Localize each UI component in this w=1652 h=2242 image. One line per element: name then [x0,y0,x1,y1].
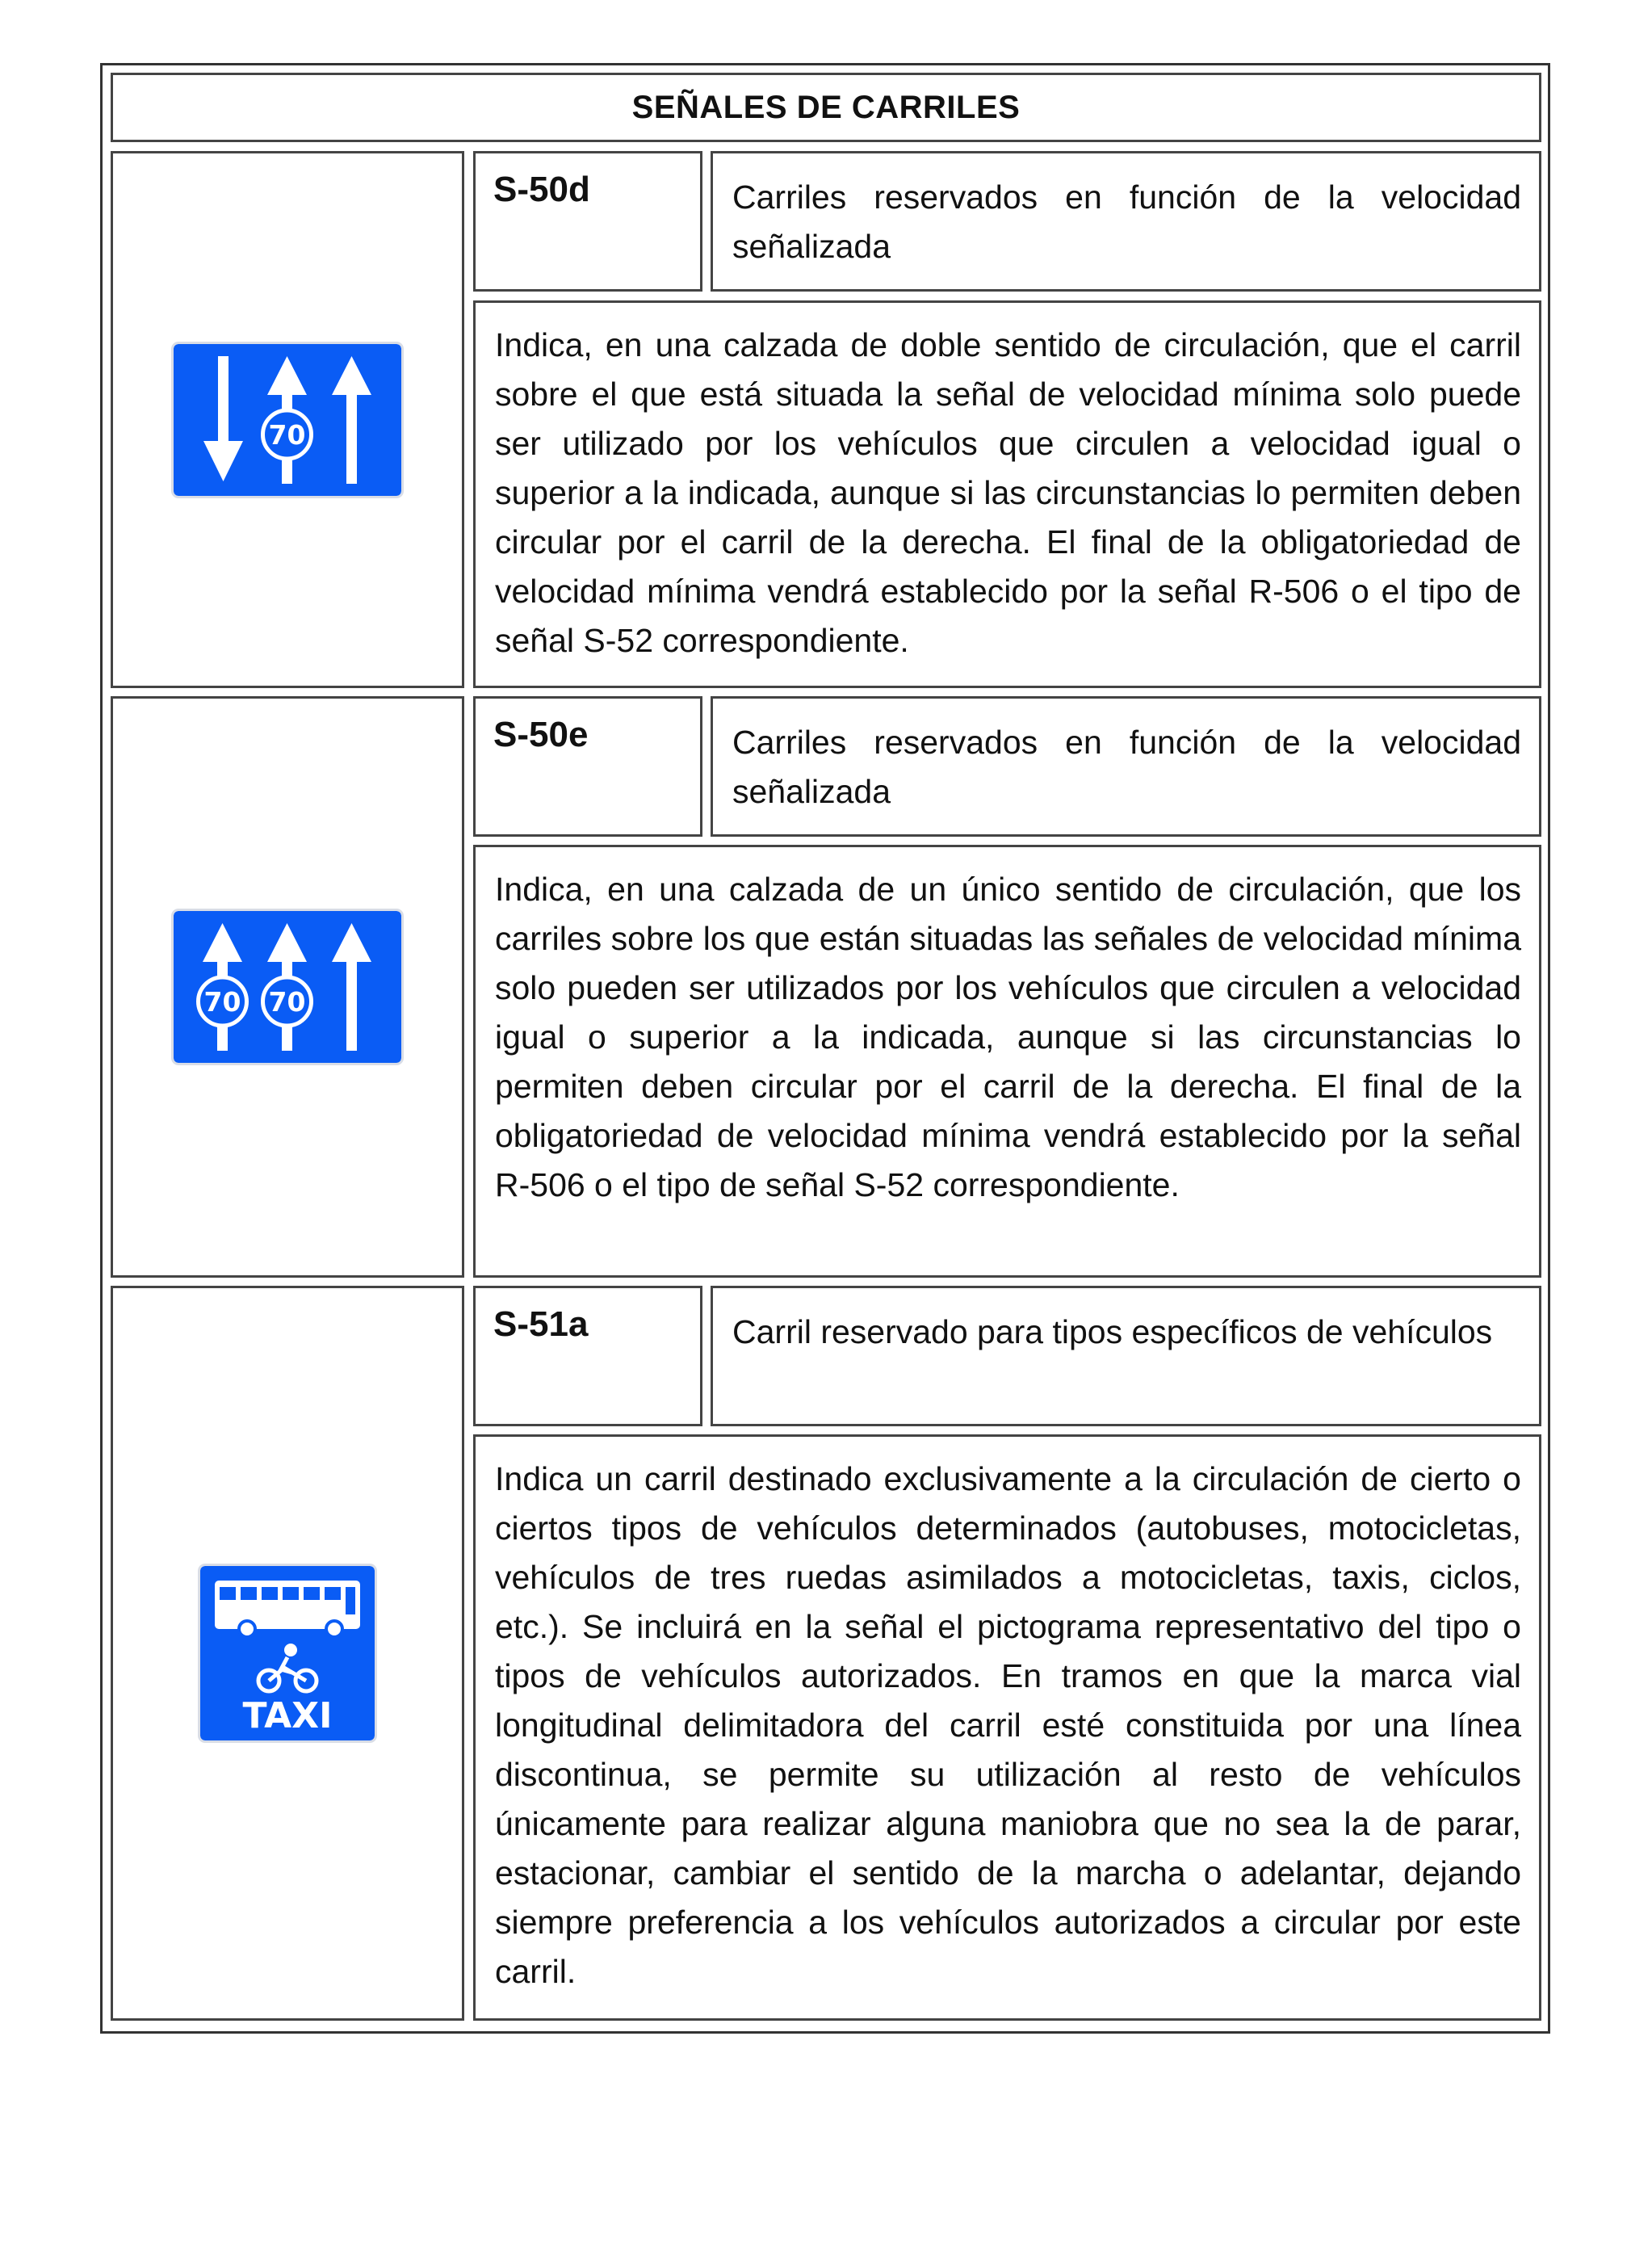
sign-cell-s50d [111,151,464,688]
sign-cell-s50e [111,696,464,1278]
sign-s50d-image [174,344,401,496]
sign-description: Indica un carril destinado exclusivamente a la circulación de cierto o ciertos tipos de vehículos determinados (autobuses, motocicletas, vehículos de tres ruedas asimilados a motocicletas, taxis, ciclos, etc.). Se incluirá en la señal el pictograma representativo del tipo o tipos de vehículos autorizados. En tramos en que la marca vial longitudinal delimitadora del carril esté constituida por una línea discontinua, se permite su utilización al resto de vehículos únicamente para realizar alguna maniobra que no sea la de parar, estacionar, cambiar el sentido de la marcha o adelantar, dejando siempre preferencia a los vehículos autorizados a circular por este carril. [473,1434,1541,2021]
speed-label: 70 [268,986,306,1018]
sign-code: S-50e [473,696,702,837]
sign-description: Indica, en una calzada de un único sentido de circulación, que los carriles sobre los que están situadas las señales de velocidad mínima solo pueden ser utilizados por los vehículos que circulen a velocidad igual o superior a la indicada, aunque si las circunstancias lo permiten deben circular por el carril de la derecha. El final de la obligatoriedad de velocidad mínima vendrá establecido por la señal R-506 o el tipo de señal S-52 correspondiente. [473,845,1541,1278]
sign-s51a-image [200,1566,375,1740]
page-title: SEÑALES DE CARRILES [111,73,1541,142]
speed-label: 70 [203,986,241,1018]
bus-icon [215,1581,360,1637]
sign-code: S-50d [473,151,702,292]
sign-cell-s51a [111,1286,464,2021]
sign-s50e-image [174,911,401,1063]
sign-name: Carriles reservados en función de la velocidad señalizada [711,151,1541,292]
sign-description: Indica, en una calzada de doble sentido de circulación, que el carril sobre el que está situada la señal de velocidad mínima solo puede ser utilizado por los vehículos que circulen a velocidad igual o superior a la indicada, aunque si las circunstancias lo permiten deben circular por el carril de la derecha. El final de la obligatoriedad de velocidad mínima vendrá establecido por la señal R-506 o el tipo de señal S-52 correspondiente. [473,300,1541,688]
sign-code: S-51a [473,1286,702,1426]
sign-name: Carriles reservados en función de la velocidad señalizada [711,696,1541,837]
taxi-label: TAXI [242,1695,333,1736]
sign-name: Carril reservado para tipos específicos de vehículos [711,1286,1541,1426]
speed-label: 70 [268,418,306,451]
